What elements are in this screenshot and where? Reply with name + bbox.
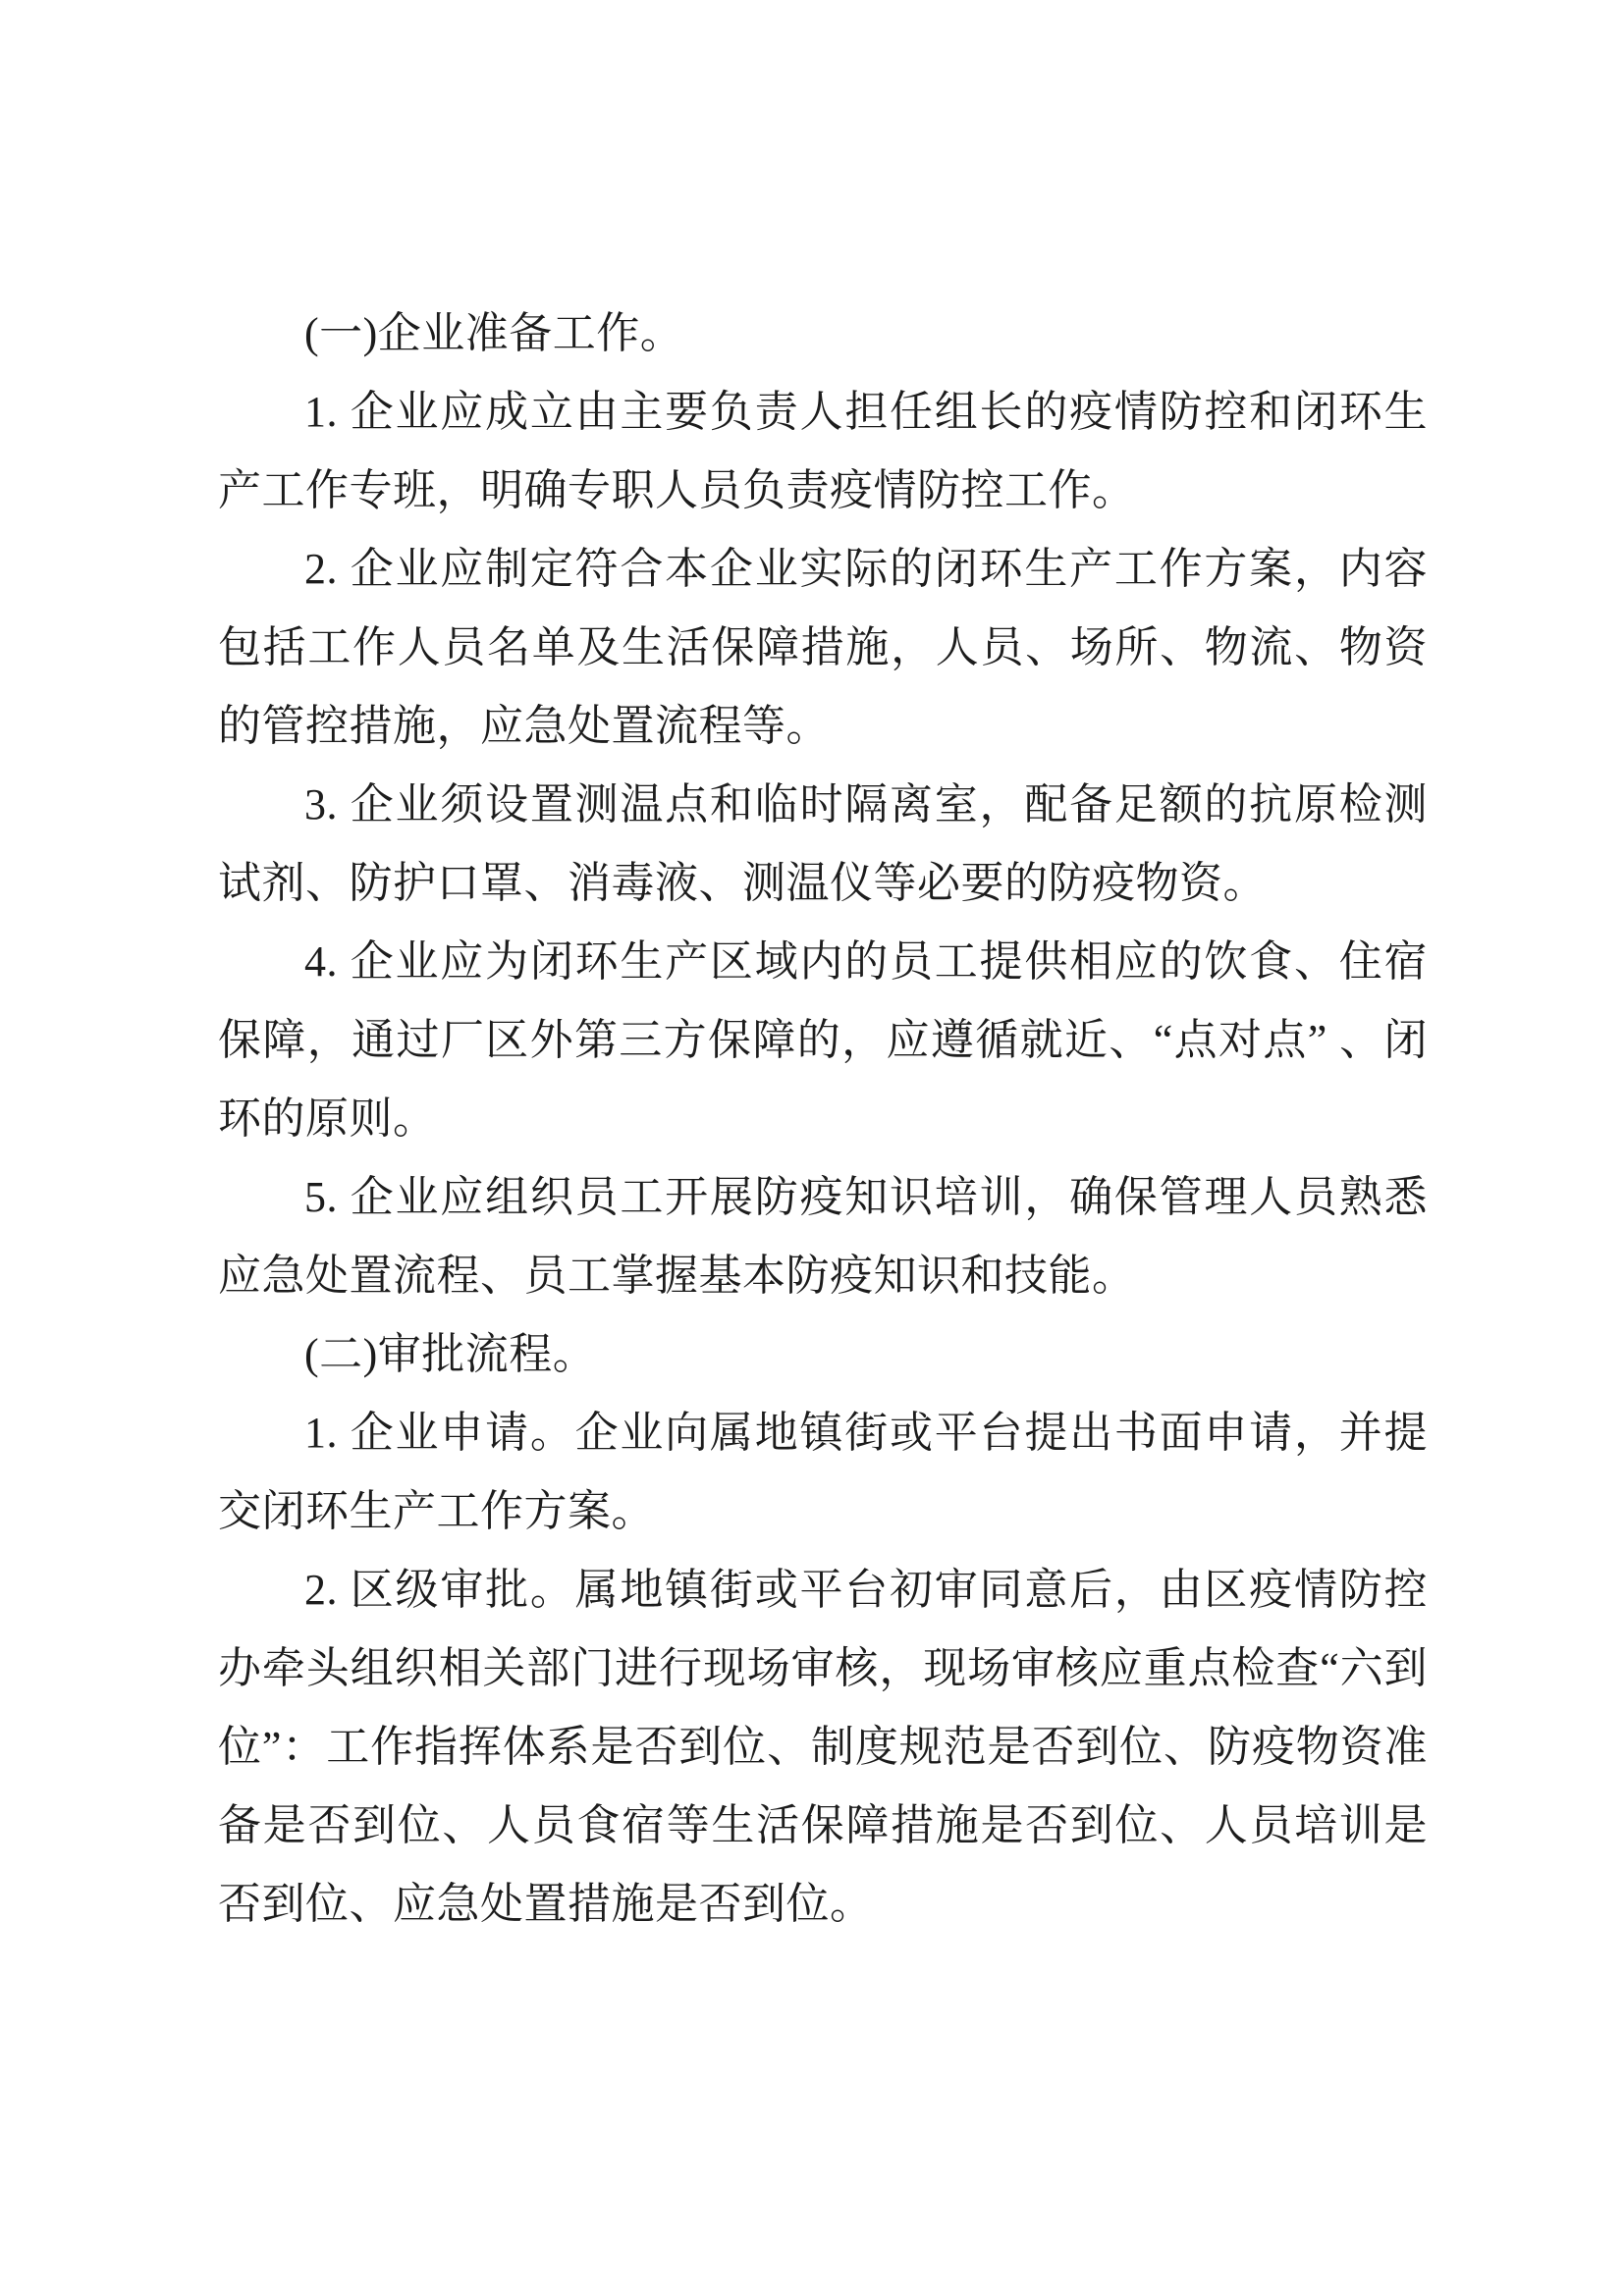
section-1-item-2: 2. 企业应制定符合本企业实际的闭环生产工作方案，内容包括工作人员名单及生活保障措施，人员、场所、物流、物资的管控措施，应急处置流程等。 <box>218 545 1428 750</box>
section-1-item-4: 4. 企业应为闭环生产区域内的员工提供相应的饮食、住宿保障，通过厂区外第三方保障的，应遵循就近、“点对点” 、闭环的原则。 <box>218 937 1428 1143</box>
section-2-item-2: 2. 区级审批。属地镇街或平台初审同意后，由区疫情防控办牵头组织相关部门进行现场审核，现场审核应重点检查“六到位”：工作指挥体系是否到位、制度规范是否到位、防疫物资准备是否到位、人员食宿等生活保障措施是否到位、人员培训是否到位、应急处置措施是否到位。 <box>218 1566 1428 1928</box>
section-1-item-5: 5. 企业应组织员工开展防疫知识培训，确保管理人员熟悉应急处置流程、员工掌握基本防疫知识和技能。 <box>218 1173 1428 1300</box>
section-1-item-3: 3. 企业须设置测温点和临时隔离室，配备足额的抗原检测试剂、防护口罩、消毒液、测温仪等必要的防疫物资。 <box>218 780 1428 907</box>
section-2-item-1: 1. 企业申请。企业向属地镇街或平台提出书面申请，并提交闭环生产工作方案。 <box>218 1409 1428 1535</box>
document-body <box>218 294 1428 1944</box>
section-1-heading: (一)企业准备工作。 <box>304 309 684 357</box>
section-1-item-1: 1. 企业应成立由主要负责人担任组长的疫情防控和闭环生产工作专班，明确专职人员负责疫情防控工作。 <box>218 388 1428 514</box>
section-2-heading: (二)审批流程。 <box>304 1330 597 1378</box>
